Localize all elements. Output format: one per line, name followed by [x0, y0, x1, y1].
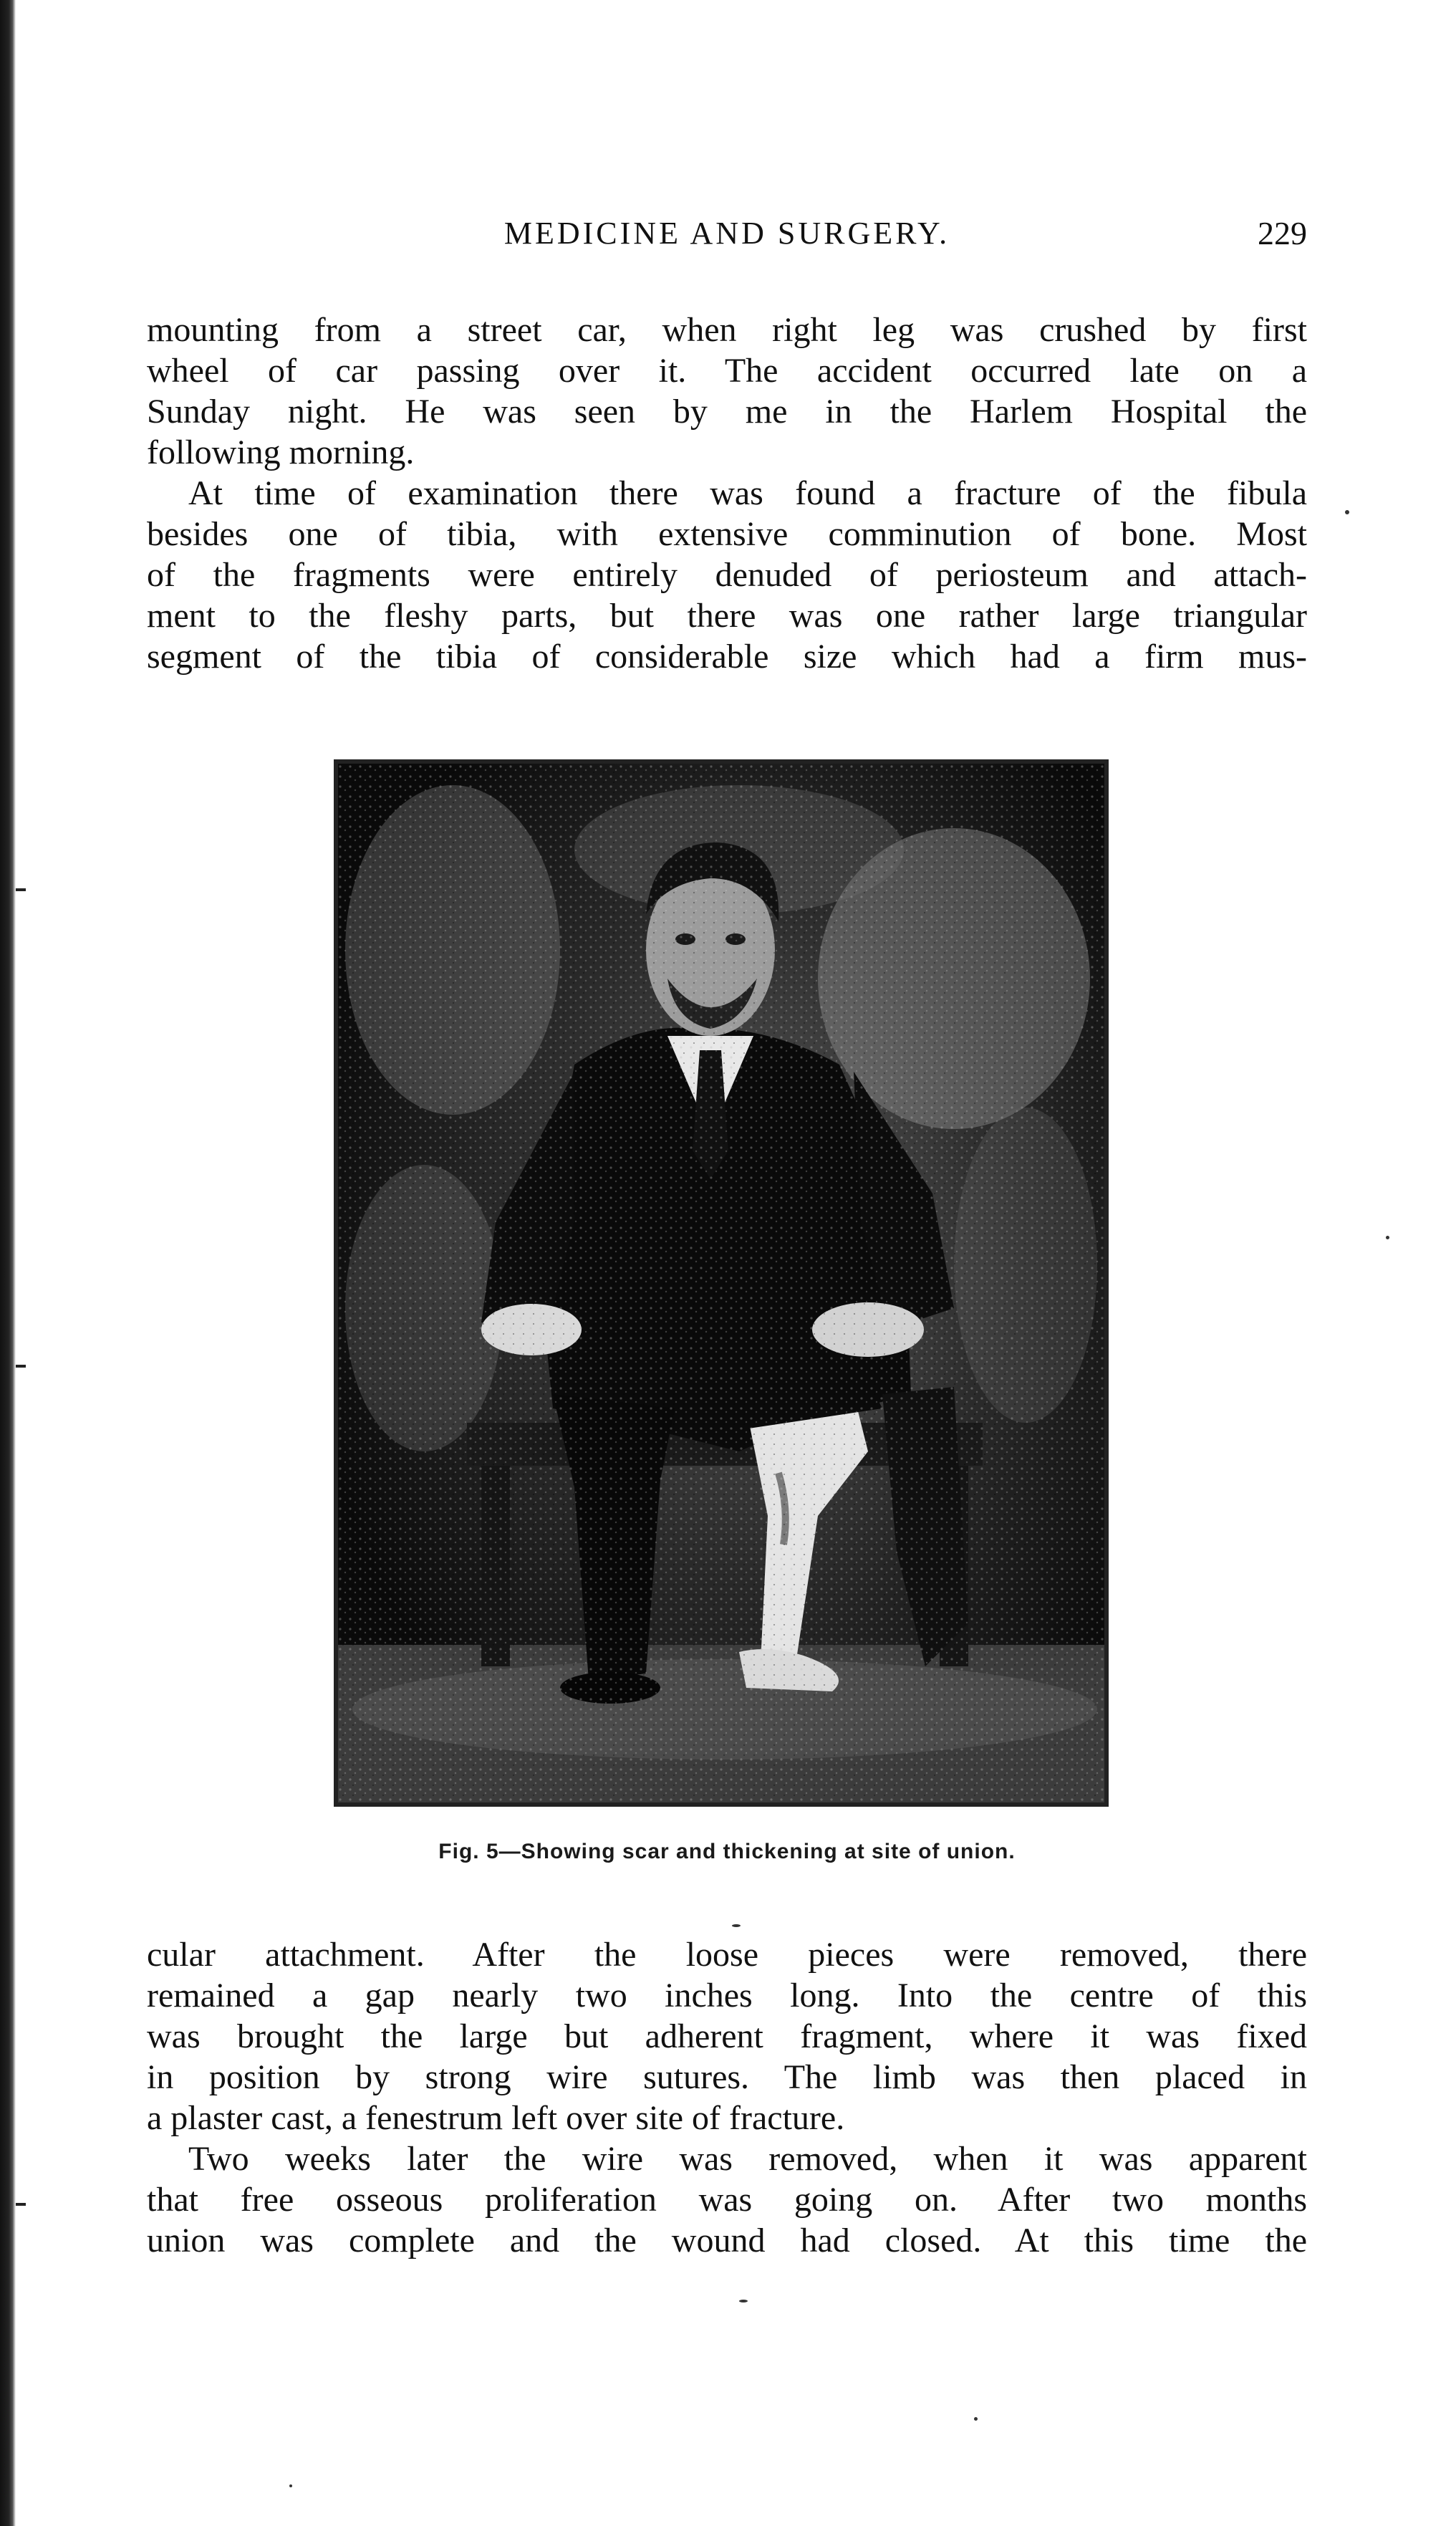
scan-edge-mark [16, 888, 26, 891]
scan-speck [732, 1924, 741, 1927]
seated-man-photograph [338, 764, 1104, 1802]
text-block-top [147, 309, 1307, 677]
text-line: remained a gap nearly two inches long. Into the centre of this [147, 1977, 1307, 2014]
text-line: cular attachment. After the loose pieces were removed, there [147, 1936, 1307, 1974]
photograph-figure [334, 759, 1109, 1807]
page-number: 229 [1258, 215, 1307, 251]
scan-edge-mark [16, 1365, 26, 1368]
text-line: segment of the tibia of considerable size which had a firm mus- [147, 638, 1307, 676]
text-line: ment to the fleshy parts, but there was one rather large triangular [147, 597, 1307, 635]
text-line: that free osseous proliferation was going on. After two months [147, 2181, 1307, 2219]
paragraph-3 [147, 1934, 1307, 2138]
running-head [147, 212, 1307, 255]
text-line: At time of examination there was found a fracture of the fibula [188, 474, 1307, 512]
text-line: union was complete and the wound had closed. At this time the [147, 2222, 1307, 2260]
paragraph-2 [147, 473, 1307, 677]
scan-speck [974, 2417, 978, 2421]
scan-speck [739, 2300, 748, 2302]
text-line: wheel of car passing over it. The accident occurred late on a [147, 352, 1307, 390]
text-block-bottom [147, 1934, 1307, 2261]
text-line: was brought the large but adherent fragment, where it was fixed [147, 2017, 1307, 2055]
text-line: following morning. [147, 433, 415, 471]
text-line: in position by strong wire sutures. The limb was then placed in [147, 2058, 1307, 2096]
scan-speck [289, 2484, 292, 2487]
text-line: besides one of tibia, with extensive comminution of bone. Most [147, 515, 1307, 553]
paragraph-4 [147, 2138, 1307, 2261]
paragraph-1 [147, 309, 1307, 473]
text-line: a plaster cast, a fenestrum left over site of fracture. [147, 2099, 845, 2137]
scan-speck [1345, 510, 1349, 514]
text-line: mounting from a street car, when right leg was crushed by first [147, 311, 1307, 349]
figure-caption: Fig. 5—Showing scar and thickening at site of union. [438, 1840, 1016, 1863]
scan-speck [1386, 1236, 1389, 1239]
running-head-title: MEDICINE AND SURGERY. [503, 216, 950, 251]
scan-edge-mark [16, 2203, 26, 2206]
text-line: of the fragments were entirely denuded of periosteum and attach- [147, 556, 1307, 594]
text-line: Two weeks later the wire was removed, when it was apparent [188, 2140, 1307, 2178]
text-line: Sunday night. He was seen by me in the Harlem Hospital the [147, 393, 1307, 431]
scan-binding-edge [0, 0, 16, 2526]
